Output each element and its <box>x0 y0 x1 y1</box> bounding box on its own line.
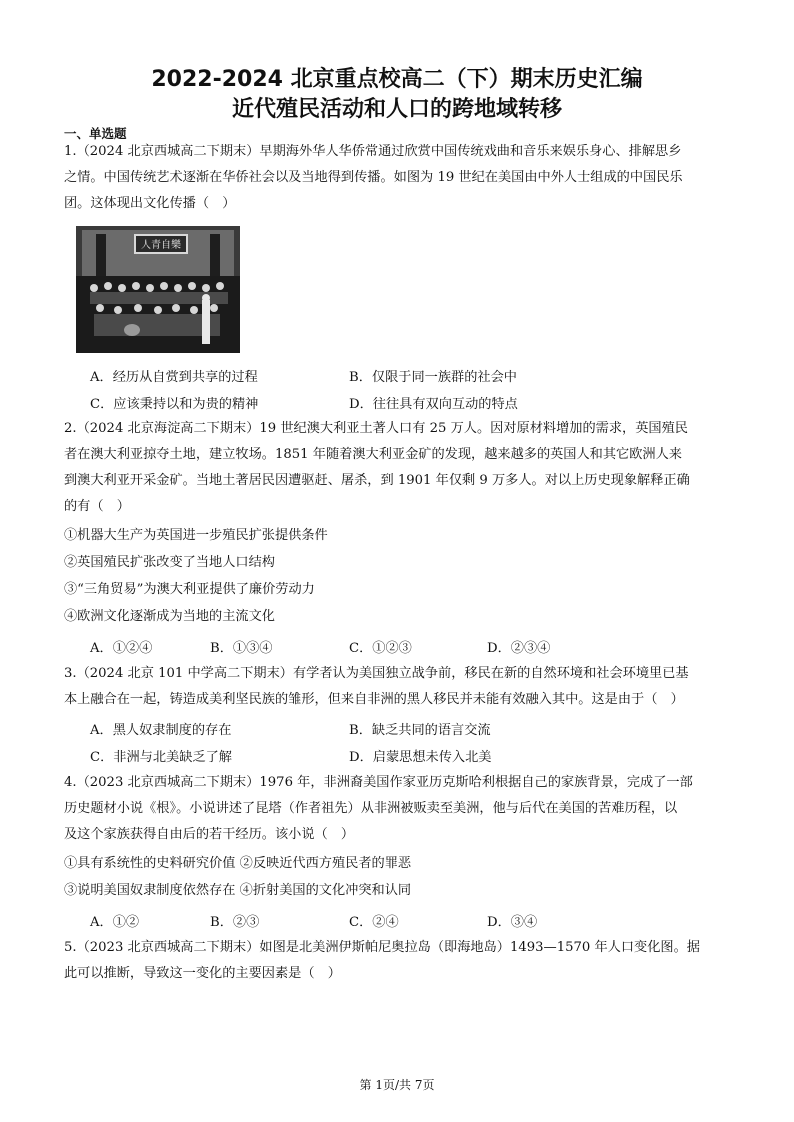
q1-line-2: 之情。中国传统艺术逐渐在华侨社会以及当地得到传播。如图为 19 世纪在美国由中外人士组成的中国民乐 <box>64 170 683 185</box>
q4-option-d[interactable]: D．③④ <box>487 915 538 930</box>
q3-line-1: 3.（2024 北京 101 中学高二下期末）有学者认为美国独立战争前，移民在新的自然环境和社会环境里已基 <box>64 666 689 681</box>
q5-line-1: 5.（2023 北京西城高二下期末）如图是北美洲伊斯帕尼奥拉岛（即海地岛）1493—1570 年人口变化图。据 <box>64 940 700 955</box>
q4-statement-1: ①具有系统性的史料研究价值 ②反映近代西方殖民者的罪恶 <box>64 856 412 871</box>
q2-option-c[interactable]: C．①②③ <box>349 641 412 656</box>
chinese-orchestra-photo <box>76 226 240 353</box>
q4-statement-2: ③说明美国奴隶制度依然存在 ④折射美国的文化冲突和认同 <box>64 883 412 898</box>
q1-line-3: 团。这体现出文化传播（ ） <box>64 196 236 211</box>
q3-line-2: 本上融合在一起，铸造成美利坚民族的雏形，但来自非洲的黑人移民并未能有效融入其中。这是由于（ ） <box>64 692 684 707</box>
photo-banner-text: 人青自樂 <box>141 240 181 251</box>
q4-option-c[interactable]: C．②④ <box>349 915 399 930</box>
q2-line-4: 的有（ ） <box>64 499 130 514</box>
q3-option-c[interactable]: C．非洲与北美缺乏了解 <box>90 750 232 765</box>
q1-option-a[interactable]: A．经历从自赏到共享的过程 <box>90 370 258 385</box>
q1-line-1: 1.（2024 北京西城高二下期末）早期海外华人华侨常通过欣赏中国传统戏曲和音乐来娱乐身心、排解思乡 <box>64 144 682 159</box>
q1-option-d[interactable]: D．往往具有双向互动的特点 <box>349 397 518 412</box>
q3-option-b[interactable]: B．缺乏共同的语言交流 <box>349 723 491 738</box>
q3-option-a[interactable]: A．黑人奴隶制度的存在 <box>90 723 232 738</box>
q4-option-a[interactable]: A．①② <box>90 915 140 930</box>
section-heading: 一、单选题 <box>64 126 127 141</box>
page-title-line2: 近代殖民活动和人口的跨地域转移 <box>231 97 562 122</box>
page-footer: 第 1页/共 7页 <box>359 1078 435 1092</box>
q4-line-2: 历史题材小说《根》。小说讲述了昆塔（作者祖先）从非洲被贩卖至美洲，他与后代在美国的苦难历程，以 <box>64 801 678 816</box>
q3-option-d[interactable]: D．启蒙思想未传入北美 <box>349 750 492 765</box>
q2-option-b[interactable]: B．①③④ <box>210 641 273 656</box>
q5-line-2: 此可以推断，导致这一变化的主要因素是（ ） <box>64 966 341 981</box>
q2-option-d[interactable]: D．②③④ <box>487 641 551 656</box>
q4-line-3: 及这个家族获得自由后的若干经历。该小说（ ） <box>64 827 355 842</box>
q2-line-3: 到澳大利亚开采金矿。当地土著居民因遭驱赶、屠杀，到 1901 年仅剩 9 万多人。对以上历史现象解释正确 <box>64 473 690 488</box>
q2-option-a[interactable]: A．①②④ <box>90 641 153 656</box>
orchestra-photo-image <box>76 226 240 353</box>
q4-line-1: 4.（2023 北京西城高二下期末）1976 年，非洲裔美国作家亚历克斯哈利根据自己的家族背景，完成了一部 <box>64 775 693 790</box>
q2-statement-3: ③“三角贸易”为澳大利亚提供了廉价劳动力 <box>64 582 315 597</box>
q2-statement-4: ④欧洲文化逐渐成为当地的主流文化 <box>64 609 275 624</box>
q4-option-b[interactable]: B．②③ <box>210 915 260 930</box>
q2-line-1: 2.（2024 北京海淀高二下期末）19 世纪澳大利亚土著人口有 25 万人。因对原材料增加的需求，英国殖民 <box>64 421 688 436</box>
q1-option-c[interactable]: C．应该秉持以和为贵的精神 <box>90 397 259 412</box>
q2-statement-1: ①机器大生产为英国进一步殖民扩张提供条件 <box>64 528 328 543</box>
q2-statement-2: ②英国殖民扩张改变了当地人口结构 <box>64 555 275 570</box>
page-title-line1: 2022-2024 北京重点校高二（下）期末历史汇编 <box>151 67 643 92</box>
q1-option-b[interactable]: B．仅限于同一族群的社会中 <box>349 370 517 385</box>
q2-line-2: 者在澳大利亚掠夺土地，建立牧场。1851 年随着澳大利亚金矿的发现，越来越多的英国人和其它欧洲人来 <box>64 447 682 462</box>
